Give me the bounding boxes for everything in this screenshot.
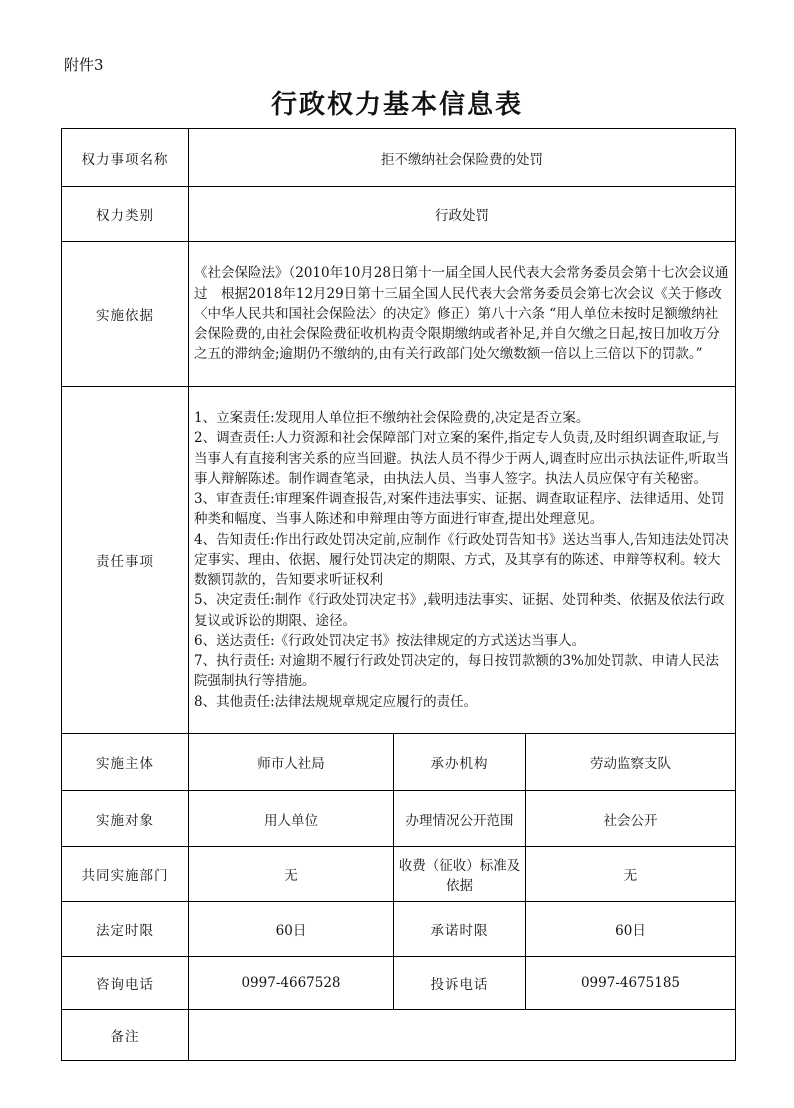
value-subject: 师市人社局 [189,734,394,791]
label-subject: 实施主体 [62,734,189,791]
duty-item: 6、送达责任:《行政处罚决定书》按法律规定的方式送达当事人。 [194,632,586,649]
value-disclosure: 社会公开 [526,791,736,847]
value-fee: 无 [526,847,736,902]
value-duties [189,387,736,734]
label-duties: 责任事项 [62,387,189,734]
table-row [62,387,736,734]
table-row [62,734,736,791]
value-agency: 劳动监察支队 [526,734,736,791]
label-disclosure: 办理情况公开范围 [394,791,526,847]
duty-item: 3、审查责任:审理案件调查报告,对案件违法事实、证据、调查取证程序、法律适用、处罚种类和幅度、当事人陈述和申辩理由等方面进行审查,提出处理意见。 [194,491,725,528]
label-target: 实施对象 [62,791,189,847]
table-row [62,129,736,187]
value-category: 行政处罚 [189,187,736,242]
value-joint: 无 [189,847,394,902]
label-complaint-phone: 投诉电话 [394,957,526,1010]
duty-item: 8、其他责任:法律法规规章规定应履行的责任。 [194,693,478,710]
label-promise-time: 承诺时限 [394,902,526,957]
duty-item: 1、立案责任:发现用人单位拒不缴纳社会保险费的,决定是否立案。 [194,410,590,427]
value-name: 拒不缴纳社会保险费的处罚 [189,129,736,187]
label-fee: 收费（征收）标准及依据 [394,847,526,902]
label-remarks: 备注 [62,1010,189,1061]
label-agency: 承办机构 [394,734,526,791]
table-row [62,902,736,957]
table-row [62,242,736,387]
label-name: 权力事项名称 [62,129,189,187]
label-legal-time: 法定时限 [62,902,189,957]
value-promise-time: 60日 [526,902,736,957]
info-table [61,128,736,1061]
value-complaint-phone: 0997-4675185 [526,957,736,1010]
attachment-label: 附件3 [64,56,104,74]
duty-item: 7、执行责任: 对逾期不履行行政处罚决定的，每日按罚款额的3%加处罚款、申请人民法院强制执行等措施。 [194,653,719,690]
value-basis: 《社会保险法》（2010年10月28日第十一届全国人民代表大会常务委员会第十七次会议通过 根据2018年12月29日第十三届全国人民代表大会常务委员会第七次会议《关于修改〈中华人民共和国社会保险法〉的决定》修正）第八十六条 “用人单位未按时足额缴纳社会保险费的,由社会保险费征收机构责令限期缴纳或者补足,并自欠缴之日起,按日加收万分之五的滞纳金;逾期仍不缴纳的,由有关行政部门处欠缴数额一倍以上三倍以下的罚款。” [189,242,736,387]
table-row [62,187,736,242]
value-remarks [189,1010,736,1061]
value-consult-phone: 0997-4667528 [189,957,394,1010]
table-row [62,1010,736,1061]
value-target: 用人单位 [189,791,394,847]
label-basis: 实施依据 [62,242,189,387]
duty-item: 4、告知责任:作出行政处罚决定前,应制作《行政处罚告知书》送达当事人,告知违法处罚决定事实、理由、依据、履行处罚决定的期限、方式，及其享有的陈述、申辩等权利。较大数额罚款的，告知要求听证权利 [194,531,729,589]
duty-item: 5、决定责任:制作《行政处罚决定书》,载明违法事实、证据、处罚种类、依据及依法行政复议或诉讼的期限、途径。 [194,592,725,629]
label-consult-phone: 咨询电话 [62,957,189,1010]
label-joint: 共同实施部门 [62,847,189,902]
table-row [62,957,736,1010]
value-legal-time: 60日 [189,902,394,957]
duty-item: 2、调查责任:人力资源和社会保障部门对立案的案件,指定专人负责,及时组织调查取证,与当事人有直接利害关系的应当回避。执法人员不得少于两人,调查时应出示执法证件,听取当事人辩解陈述。制作调查笔录，由执法人员、当事人签字。执法人员应保守有关秘密。 [194,430,730,487]
page-title: 行政权力基本信息表 [270,90,523,120]
table-row [62,847,736,902]
label-category: 权力类别 [62,187,189,242]
table-row [62,791,736,847]
